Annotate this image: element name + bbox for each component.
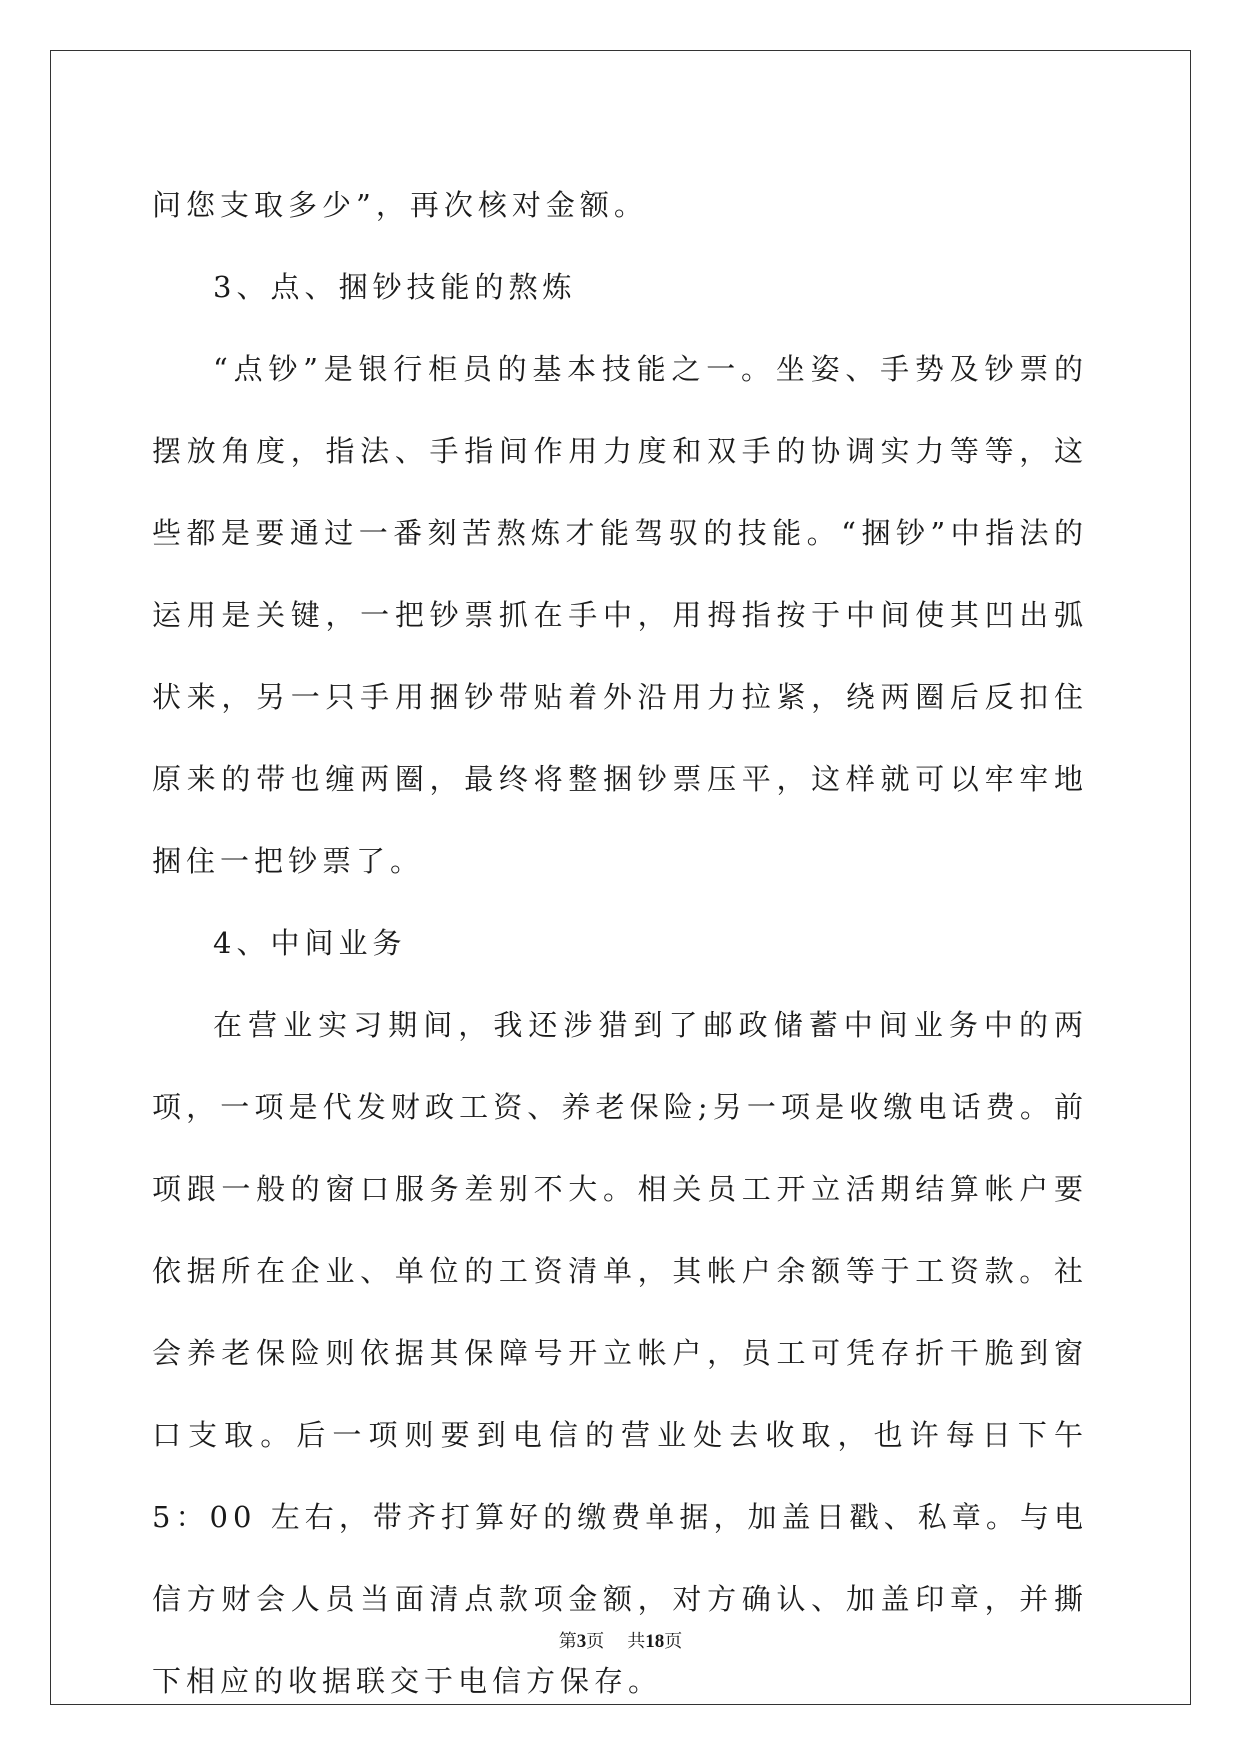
document-body (152, 164, 1088, 1722)
footer-total-prefix: 共 (627, 1631, 646, 1652)
footer-page-suffix: 页 (586, 1631, 605, 1652)
footer-page-number: 3 (576, 1631, 587, 1652)
section-heading-counting-skills: 3、点、捆钞技能的熬炼 (213, 270, 577, 304)
page-footer (0, 1630, 1241, 1654)
section-heading-intermediate-business: 4、中间业务 (213, 926, 407, 960)
footer-page-prefix: 第 (558, 1631, 577, 1652)
footer-total-pages: 18 (645, 1631, 665, 1652)
paragraph-continuation: 问您支取多少”，再次核对金额。 (152, 188, 648, 222)
paragraph-counting-bundling: “点钞”是银行柜员的基本技能之一。坐姿、手势及钞票的摆放角度，指法、手指间作用力度和双手的协调实力等等，这些都是要通过一番刻苦熬炼才能驾驭的技能。“捆钞”中指法的运用是关键，一把钞票抓在手中，用拇指按于中间使其凹出弧状来，另一只手用捆钞带贴着外沿用力拉紧，绕两圈后反扣住原来的带也缠两圈，最终将整捆钞票压平，这样就可以牢牢地捆住一把钞票了。 (152, 352, 1088, 878)
footer-total-suffix: 页 (664, 1631, 683, 1652)
paragraph-intermediate-business: 在营业实习期间，我还涉猎到了邮政储蓄中间业务中的两项，一项是代发财政工资、养老保险;另一项是收缴电话费。前项跟一般的窗口服务差别不大。相关员工开立活期结算帐户要依据所在企业、单位的工资清单，其帐户余额等于工资款。社会养老保险则依据其保障号开立帐户，员工可凭存折干脆到窗口支取。后一项则要到电信的营业处去收取，也许每日下午 5：00 左右，带齐打算好的缴费单据，加盖日戳、私章。与电信方财会人员当面清点款项金额，对方确认、加盖印章，并撕下相应的收据联交于电信方保存。 (152, 1008, 1088, 1698)
